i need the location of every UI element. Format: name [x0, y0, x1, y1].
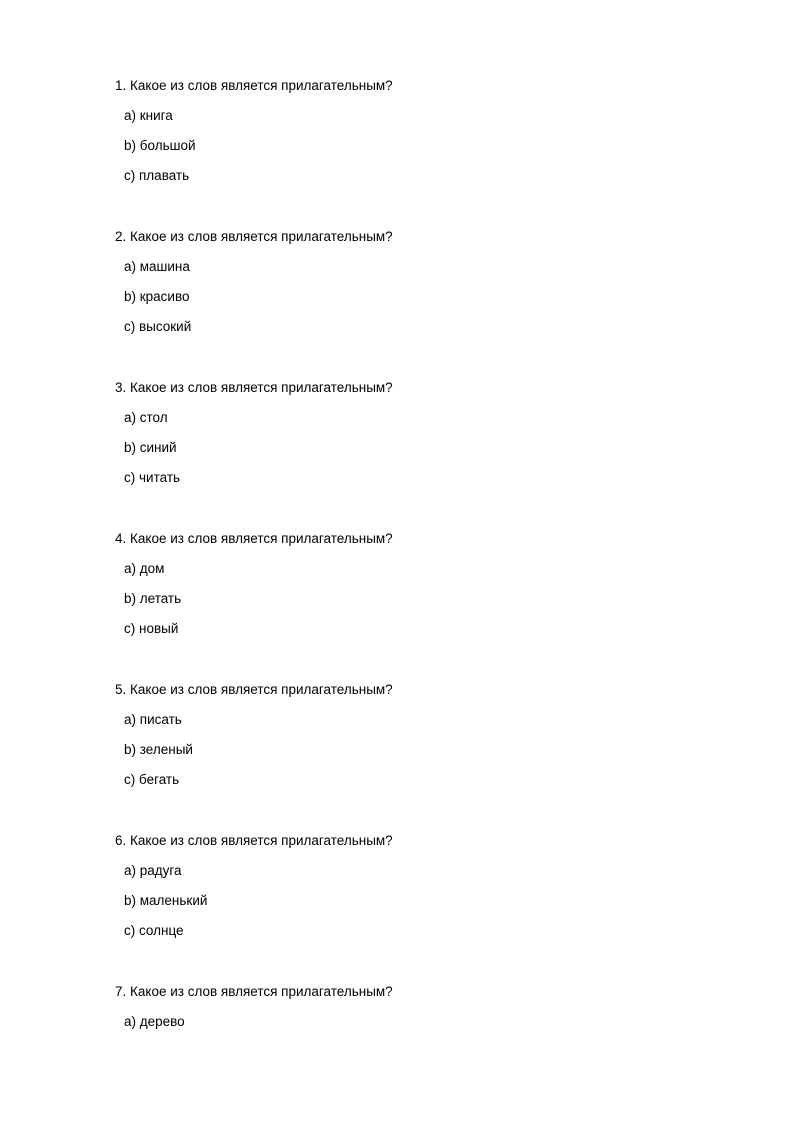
answer-option-c: c) читать: [124, 470, 181, 485]
question-7: [115, 982, 715, 1133]
answer-option-a: a) машина: [124, 259, 190, 274]
answer-option-a: a) писать: [124, 712, 182, 727]
question-text: 6. Какое из слов является прилагательным?: [115, 833, 393, 848]
question-text: 1. Какое из слов является прилагательным?: [115, 78, 393, 93]
answer-option-b: b) маленький: [124, 893, 208, 908]
answer-option-c: c) плавать: [124, 168, 190, 183]
answer-option-c: c) высокий: [124, 319, 192, 334]
answer-option-a: a) дерево: [124, 1014, 185, 1029]
question-2: [115, 227, 715, 378]
answer-option-a: a) радуга: [124, 863, 182, 878]
question-text: 4. Какое из слов является прилагательным?: [115, 531, 393, 546]
question-3: [115, 378, 715, 529]
question-text: 5. Какое из слов является прилагательным?: [115, 682, 393, 697]
question-text: 3. Какое из слов является прилагательным?: [115, 380, 393, 395]
answer-option-b: b) большой: [124, 138, 196, 153]
answer-option-a: a) дом: [124, 561, 165, 576]
question-4: [115, 529, 715, 680]
question-text: 7. Какое из слов является прилагательным?: [115, 984, 393, 999]
question-text: 2. Какое из слов является прилагательным?: [115, 229, 393, 244]
answer-option-b: b) синий: [124, 440, 177, 455]
answer-option-c: c) новый: [124, 621, 179, 636]
answer-option-a: a) стол: [124, 410, 168, 425]
answer-option-c: c) солнце: [124, 923, 184, 938]
answer-option-b: b) красиво: [124, 289, 190, 304]
question-5: [115, 680, 715, 831]
question-1: [115, 76, 715, 227]
answer-option-b: b) зеленый: [124, 742, 193, 757]
answer-option-a: a) книга: [124, 108, 173, 123]
question-6: [115, 831, 715, 982]
answer-option-b: b) летать: [124, 591, 182, 606]
answer-option-c: c) бегать: [124, 772, 180, 787]
quiz-list: [115, 76, 715, 1133]
